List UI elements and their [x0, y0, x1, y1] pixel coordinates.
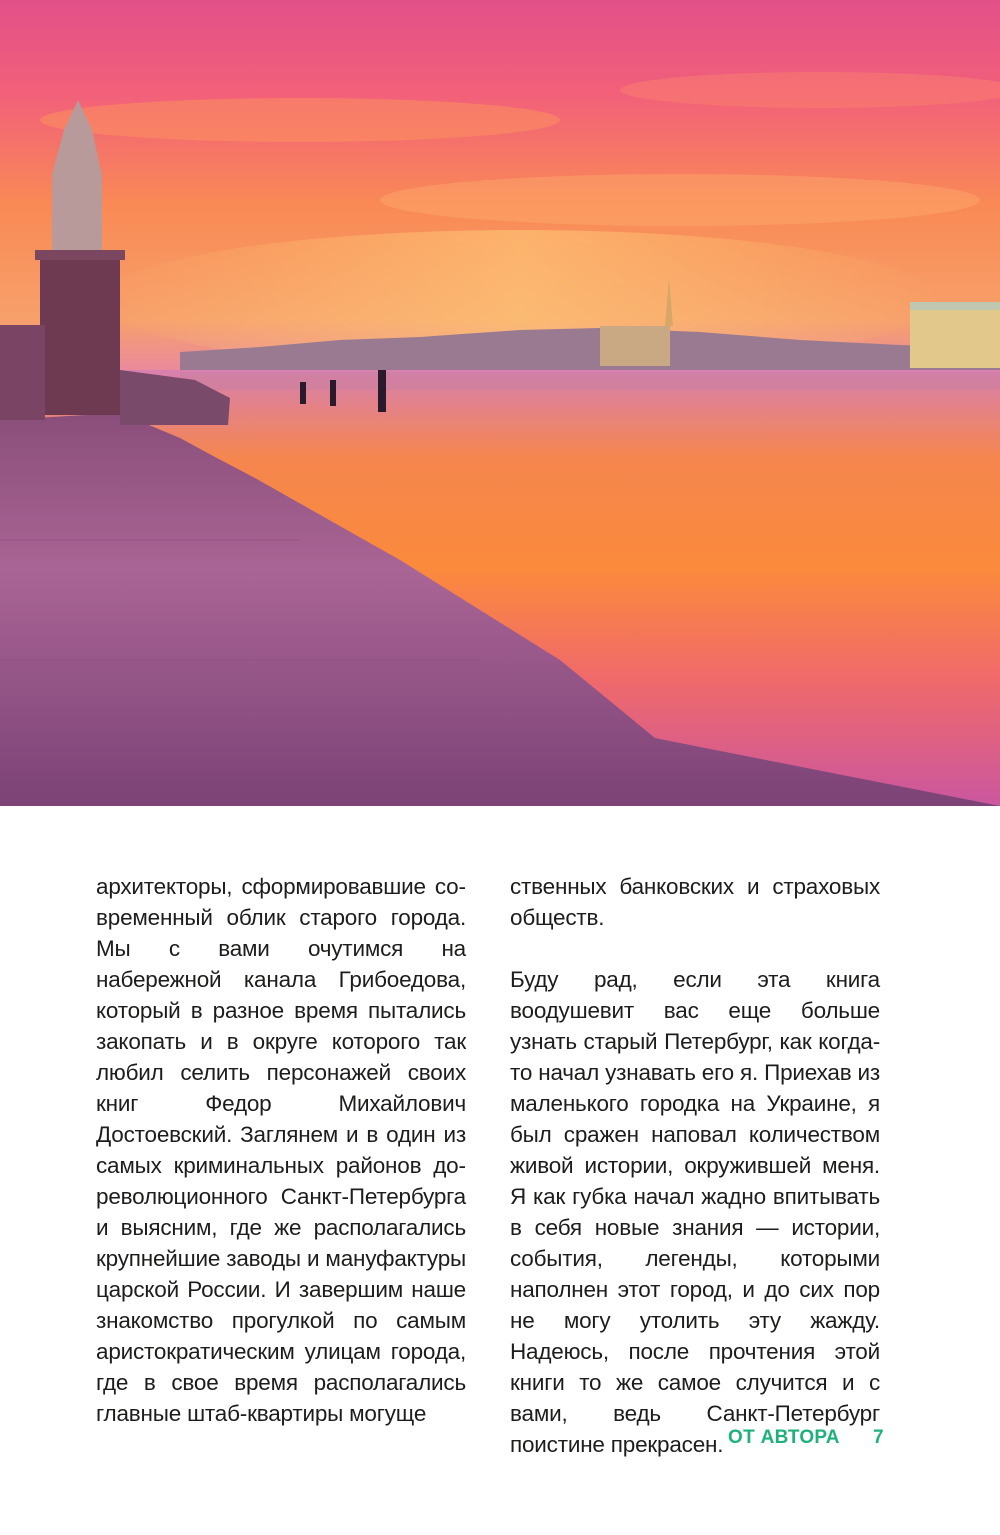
body-paragraph: архитекторы, сформировавшие современный облик старого города. Мы с вами очутимся на набережной канала Грибоедова, который в разное время пытались закопать и в округе которого так любил селить персонажей своих книг Федор Михайлович Достоевский. Заглянем и в один из самых криминальных районов дореволюционного Санкт-Петербурга и выясним, где же располагались крупнейшие заводы и мануфактуры царской России. И завершим наше знакомство прогулкой по самым аристократическим улицам города, где в свое время располагались главные штаб-квартиры могуще	[96, 874, 466, 1426]
page-number: 7	[873, 1427, 884, 1448]
body-paragraph: Буду рад, если эта книга воодушевит вас еще больше узнать старый Петербург, как когда-то начал узнавать его я. Приехав из маленького городка на Украине, я был сражен наповал количеством живой истории, окружившей меня. Я как губка начал жадно впитывать в себя новые знания — истории, события, легенды, которыми наполнен этот город, и до сих пор не могу утолить эту жажду. Надеюсь, после прочтения этой книги то же самое случится и с вами, ведь Санкт-Петербург поистине прекрасен.	[510, 967, 880, 1457]
text-column-left	[96, 871, 466, 1429]
body-paragraph-continuation: ственных банковских и страховых обществ.	[510, 874, 880, 930]
text-column-right	[510, 871, 880, 1460]
running-footer-section: ОТ АВТОРА	[728, 1427, 840, 1448]
